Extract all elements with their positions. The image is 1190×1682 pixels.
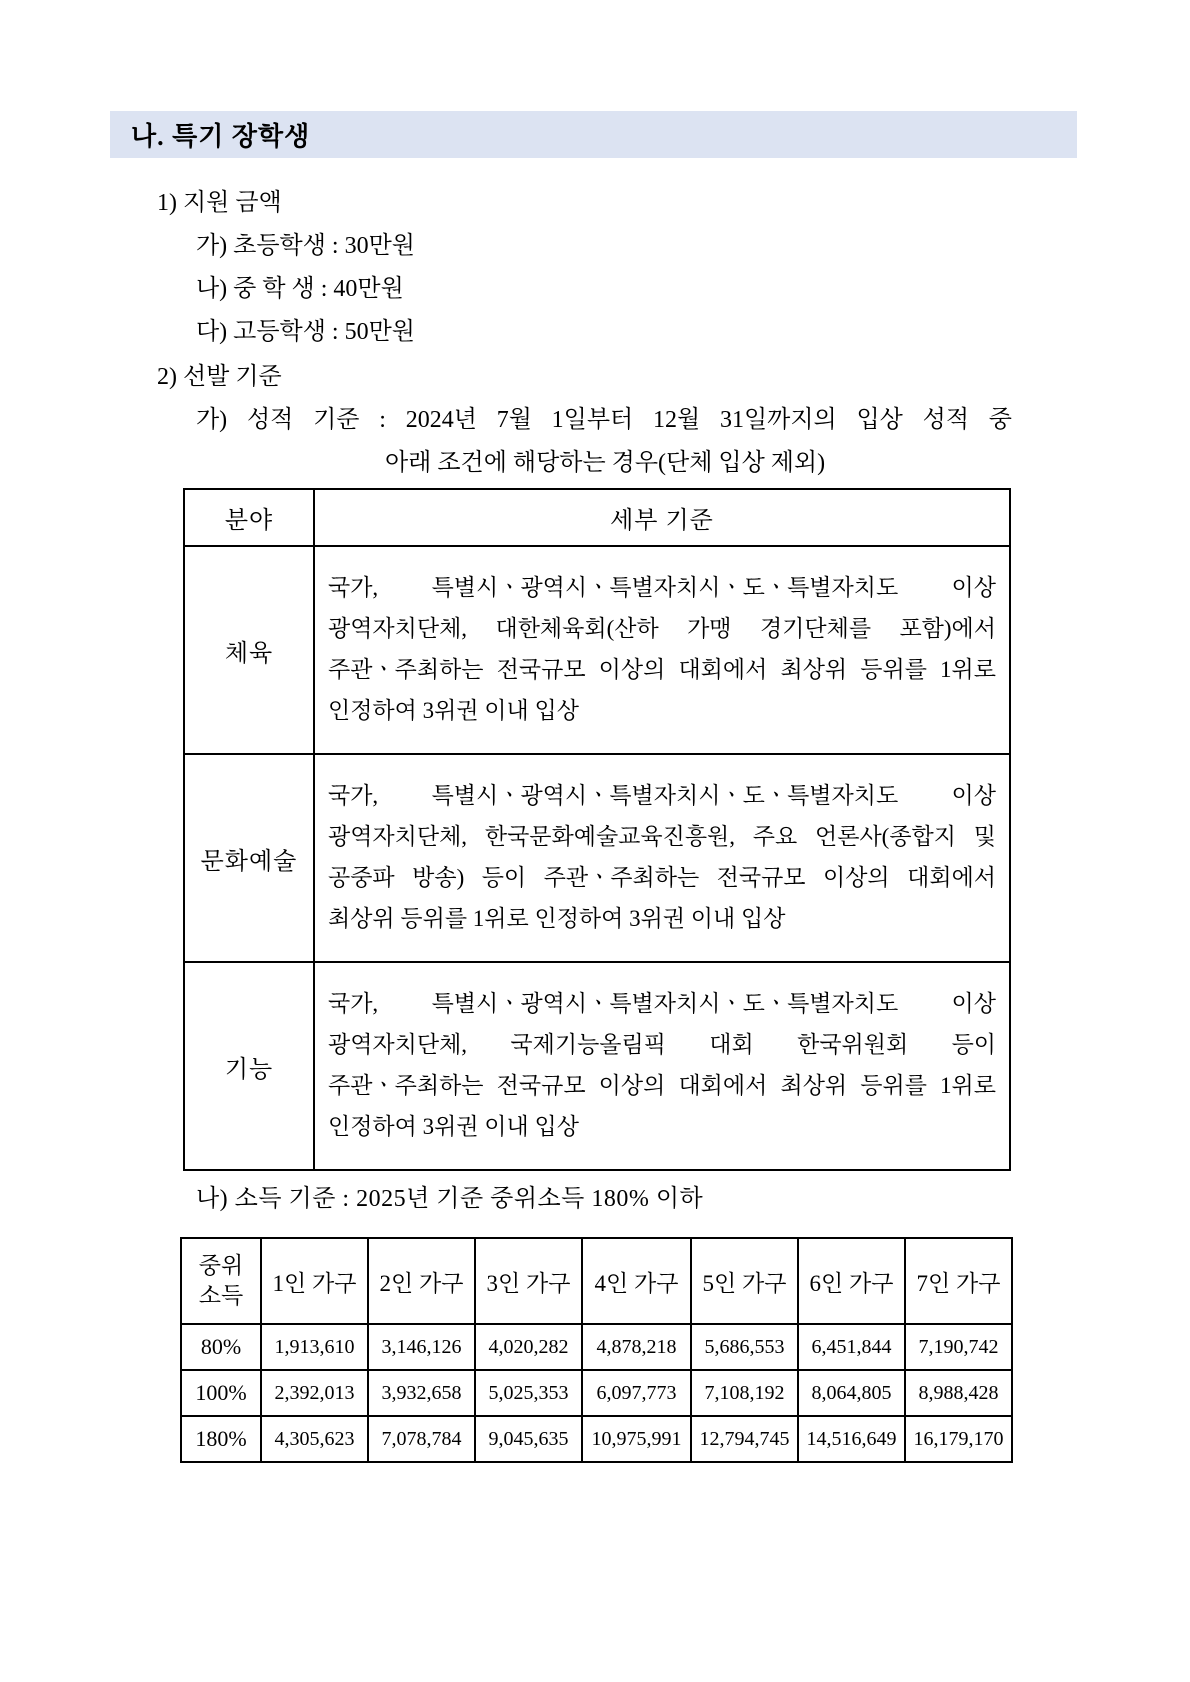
- income-row-80: [181, 1324, 1012, 1370]
- score-criteria-line1: 가) 성적 기준 : 2024년 7월 1일부터 12월 31일까지의 입상 성적 중: [196, 407, 1012, 433]
- section-header-bar: [110, 111, 1077, 158]
- income-value: 5,025,353: [475, 1370, 582, 1416]
- household-7-header: 7인 가구: [905, 1238, 1012, 1324]
- section-title: 나. 특기 장학생: [131, 122, 311, 151]
- income-value: 4,020,282: [475, 1324, 582, 1370]
- selection-criteria-heading: 2) 선발 기준: [157, 364, 282, 390]
- criteria-col-detail: 세부 기준: [314, 489, 1010, 546]
- household-3-header: 3인 가구: [475, 1238, 582, 1324]
- category-label: 문화예술: [184, 754, 314, 962]
- income-table-header-row: [181, 1238, 1012, 1324]
- criteria-row-culture-arts: [184, 754, 1010, 962]
- category-label: 기능: [184, 962, 314, 1170]
- income-value: 9,045,635: [475, 1416, 582, 1462]
- income-row-180: [181, 1416, 1012, 1462]
- category-label: 체육: [184, 546, 314, 754]
- income-value: 8,064,805: [798, 1370, 905, 1416]
- category-detail: 국가, 특별시ㆍ광역시ㆍ특별자치시ㆍ도ㆍ특별자치도 이상 광역자치단체, 대한체육회(산하 가맹 경기단체를 포함)에서 주관ㆍ주최하는 전국규모 이상의 대회에서 최상위 등위를 1위로 인정하여 3위권 이내 입상: [314, 546, 1010, 754]
- household-6-header: 6인 가구: [798, 1238, 905, 1324]
- income-value: 7,108,192: [691, 1370, 798, 1416]
- criteria-row-sports: [184, 546, 1010, 754]
- corner-header-line1: 중위: [198, 1253, 244, 1278]
- income-row-100: [181, 1370, 1012, 1416]
- income-value: 10,975,991: [582, 1416, 691, 1462]
- criteria-row-skills: [184, 962, 1010, 1170]
- support-item-high: 다) 고등학생 : 50만원: [196, 319, 415, 345]
- income-value: 4,305,623: [261, 1416, 368, 1462]
- criteria-table: [183, 488, 1011, 1171]
- income-value: 7,078,784: [368, 1416, 475, 1462]
- income-value: 3,932,658: [368, 1370, 475, 1416]
- income-criteria-heading: 나) 소득 기준 : 2025년 기준 중위소득 180% 이하: [196, 1186, 704, 1212]
- income-value: 3,146,126: [368, 1324, 475, 1370]
- support-amount-heading: 1) 지원 금액: [157, 190, 282, 216]
- household-1-header: 1인 가구: [261, 1238, 368, 1324]
- income-value: 7,190,742: [905, 1324, 1012, 1370]
- household-4-header: 4인 가구: [582, 1238, 691, 1324]
- income-value: 14,516,649: [798, 1416, 905, 1462]
- support-item-middle: 나) 중 학 생 : 40만원: [196, 276, 404, 302]
- income-pct-label: 100%: [181, 1370, 261, 1416]
- household-2-header: 2인 가구: [368, 1238, 475, 1324]
- income-value: 12,794,745: [691, 1416, 798, 1462]
- income-value: 4,878,218: [582, 1324, 691, 1370]
- corner-header-line2: 소득: [198, 1283, 244, 1308]
- criteria-col-category: 분야: [184, 489, 314, 546]
- income-value: 5,686,553: [691, 1324, 798, 1370]
- category-detail: 국가, 특별시ㆍ광역시ㆍ특별자치시ㆍ도ㆍ특별자치도 이상 광역자치단체, 한국문화예술교육진흥원, 주요 언론사(종합지 및 공중파 방송) 등이 주관ㆍ주최하는 전국규모 이상의 대회에서 최상위 등위를 1위로 인정하여 3위권 이내 입상: [314, 754, 1010, 962]
- income-value: 2,392,013: [261, 1370, 368, 1416]
- income-value: 16,179,170: [905, 1416, 1012, 1462]
- household-5-header: 5인 가구: [691, 1238, 798, 1324]
- category-detail: 국가, 특별시ㆍ광역시ㆍ특별자치시ㆍ도ㆍ특별자치도 이상 광역자치단체, 국제기능올림픽 대회 한국위원회 등이 주관ㆍ주최하는 전국규모 이상의 대회에서 최상위 등위를 1위로 인정하여 3위권 이내 입상: [314, 962, 1010, 1170]
- score-criteria-line2: 아래 조건에 해당하는 경우(단체 입상 제외): [385, 450, 826, 476]
- income-value: 8,988,428: [905, 1370, 1012, 1416]
- income-pct-label: 80%: [181, 1324, 261, 1370]
- income-pct-label: 180%: [181, 1416, 261, 1462]
- income-value: 1,913,610: [261, 1324, 368, 1370]
- income-table: [180, 1237, 1013, 1463]
- support-item-elementary: 가) 초등학생 : 30만원: [196, 233, 415, 259]
- median-income-corner-header: [181, 1238, 261, 1324]
- income-value: 6,451,844: [798, 1324, 905, 1370]
- income-value: 6,097,773: [582, 1370, 691, 1416]
- criteria-table-header-row: [184, 489, 1010, 546]
